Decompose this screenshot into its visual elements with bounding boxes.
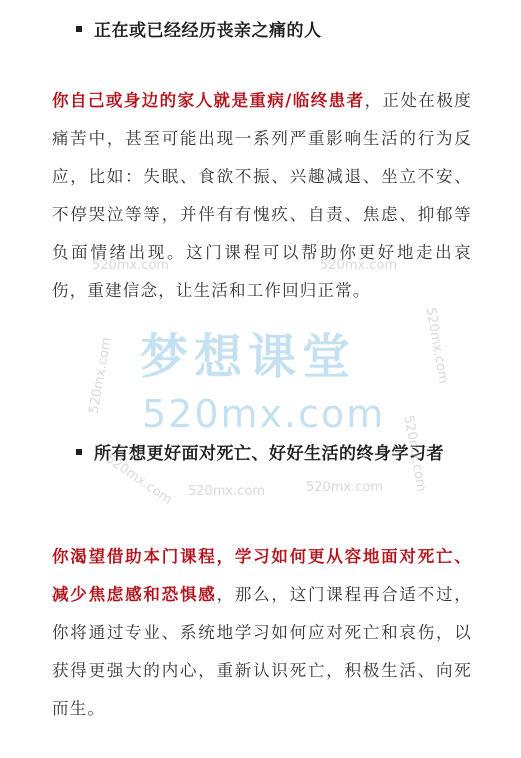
highlight-text: 你渴望借助本门课程，学习如何更从容地面对死亡、减少焦虑感和恐惧感: [52, 547, 472, 604]
paragraph-lifelong-learners: [52, 538, 472, 728]
watermark-small: 520mx.com: [86, 336, 115, 415]
watermark-small: 520mx.com: [188, 484, 266, 499]
bullet-square-icon: [76, 449, 82, 455]
watermark-title: 梦想课堂: [140, 329, 357, 385]
watermark-small: 520mx.com: [306, 480, 384, 495]
body-text: ，那么，这门课程再合适不过，你将通过专业、系统地学习如何应对死亡和哀伤，以获得更强大的内心，重新认识死亡，积极生活、向死而生。: [52, 585, 472, 718]
bullet-item-lifelong-learners: [76, 437, 476, 471]
bullet-item-bereaved: [76, 14, 476, 48]
watermark-small: 520mx.com: [102, 451, 175, 508]
bullet-square-icon: [76, 26, 82, 32]
bullet-text: 所有想更好面对死亡、好好生活的终身学习者: [94, 444, 444, 464]
paragraph-bereaved: [52, 82, 472, 310]
watermark-small: 520mx.com: [422, 306, 451, 385]
watermark-small: 520mx.com: [400, 414, 429, 493]
watermark-small: 520mx.com: [92, 258, 170, 273]
bullet-text: 正在或已经经历丧亲之痛的人: [94, 21, 322, 41]
body-text: ，正处在极度痛苦中，甚至可能出现一系列严重影响生活的行为反应，比如：失眠、食欲不振、兴趣减退、坐立不安、不停哭泣等等，并伴有有愧疚、自责、焦虑、抑郁等负面情绪出现。这门课程可以帮助你更好地走出哀伤，重建信念，让生活和工作回归正常。: [52, 91, 472, 300]
watermark-small: 520mx.com: [320, 258, 398, 273]
watermark-url: 520mx.com: [142, 392, 386, 436]
highlight-text: 你自己或身边的家人就是重病/临终患者: [52, 91, 365, 110]
